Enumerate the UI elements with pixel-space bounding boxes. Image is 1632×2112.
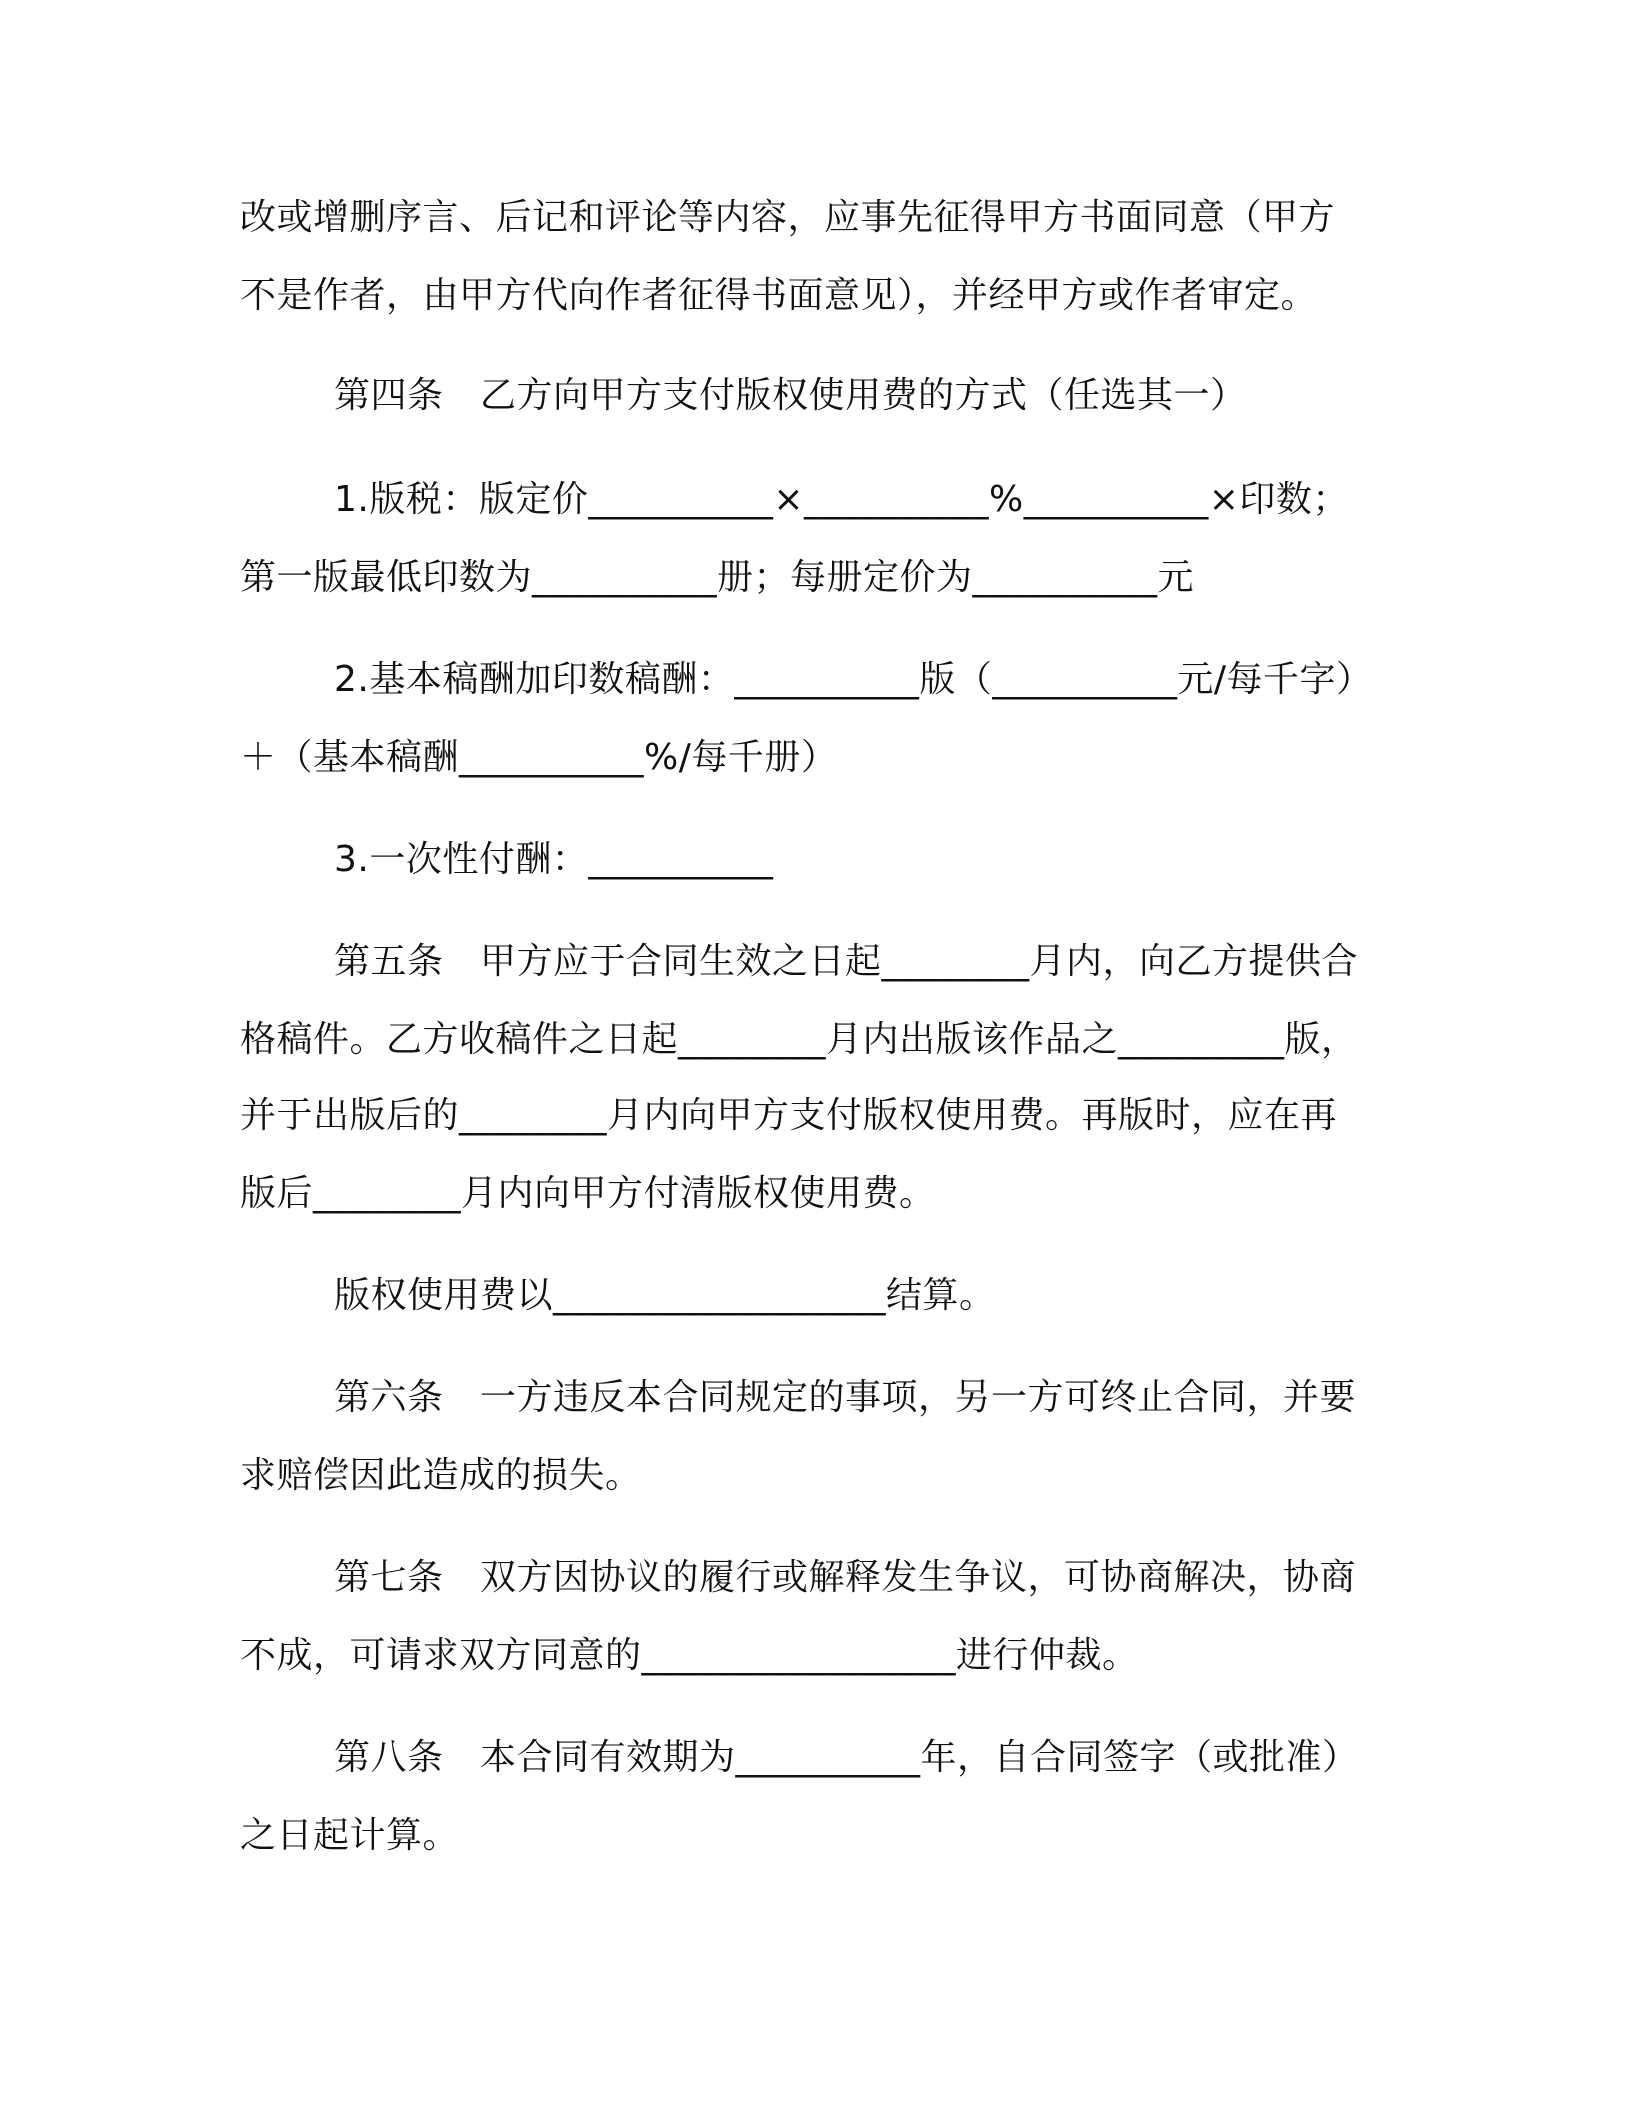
article-8: 第八条 本合同有效期为__________年，自合同签字（或批准） [334,1737,1359,1778]
article-6-cont: 求赔偿因此造成的损失。 [240,1455,642,1496]
article-5-cont: 格稿件。乙方收稿件之日起________月内出版该作品之_________版， [240,1019,1358,1060]
option-1-royalty: 1.版税：版定价__________×__________%__________×印数； [334,479,1349,520]
paragraph-line: 改或增删序言、后记和评论等内容，应事先征得甲方书面同意（甲方 [240,197,1336,238]
article-4-heading: 第四条 乙方向甲方支付版权使用费的方式（任选其一） [334,375,1247,416]
option-3-lump-sum: 3.一次性付酬：__________ [334,839,774,880]
article-6: 第六条 一方违反本合同规定的事项，另一方可终止合同，并要 [334,1377,1357,1418]
article-7-cont: 不成，可请求双方同意的_________________进行仲裁。 [240,1635,1139,1676]
article-5-cont: 版后________月内向甲方付清版权使用费。 [240,1173,936,1214]
option-1-royalty-cont: 第一版最低印数为__________册；每册定价为__________元 [240,557,1195,598]
option-2-basic-fee: 2.基本稿酬加印数稿酬：__________版（__________元/每千字） [334,659,1373,700]
paragraph-line: 不是作者，由甲方代向作者征得书面意见），并经甲方或作者审定。 [240,275,1318,316]
option-2-basic-fee-cont: ＋（基本稿酬__________%/每千册） [240,737,838,778]
article-8-cont: 之日起计算。 [240,1815,460,1856]
settlement-line: 版权使用费以__________________结算。 [334,1275,996,1316]
article-5-cont: 并于出版后的________月内向甲方支付版权使用费。再版时，应在再 [240,1095,1338,1136]
article-7: 第七条 双方因协议的履行或解释发生争议，可协商解决，协商 [334,1557,1357,1598]
article-5: 第五条 甲方应于合同生效之日起________月内，向乙方提供合 [334,941,1359,982]
